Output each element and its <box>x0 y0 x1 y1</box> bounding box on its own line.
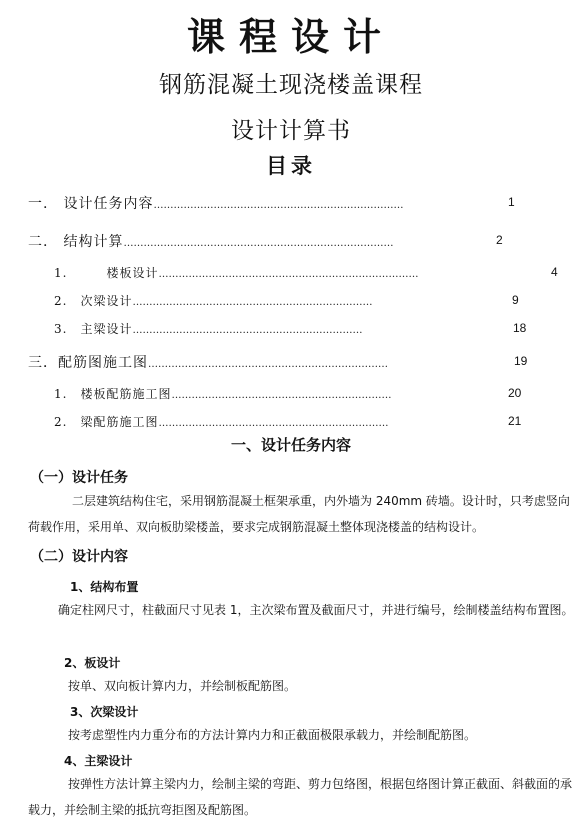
document-title: 课程设计 <box>186 14 395 59</box>
toc-entry-page: 18 <box>513 321 527 335</box>
subsection-heading: （二）设计内容 <box>30 549 128 565</box>
item-heading: 4、主梁设计 <box>64 754 133 768</box>
toc-entry[interactable] <box>28 193 403 213</box>
section-heading: 一、设计任务内容 <box>230 436 351 454</box>
toc-entry-label: 三．配筋图施工图 <box>28 355 148 371</box>
toc-entry-page: 21 <box>508 414 522 428</box>
paragraph: 确定柱网尺寸，柱截面尺寸见表 1，主次梁布置及截面尺寸，并进行编号，绘制楼盖结构布置图。 <box>58 603 574 617</box>
toc-heading: 目录 <box>266 153 316 178</box>
item-heading: 2、板设计 <box>64 656 121 670</box>
toc-entry-page: 20 <box>508 386 522 400</box>
toc-entry[interactable] <box>54 413 388 430</box>
toc-entry-page: 4 <box>551 265 558 279</box>
toc-entry[interactable] <box>54 264 418 281</box>
item-heading: 3、次梁设计 <box>70 705 139 719</box>
toc-entry-leader: …………………………………………………………………… <box>158 269 419 280</box>
toc-entry[interactable] <box>28 352 388 372</box>
paragraph: 按考虑塑性内力重分布的方法计算内力和正截面极限承载力，并绘制配筋图。 <box>68 728 477 742</box>
item-heading: 1、结构布置 <box>70 580 139 594</box>
paragraph: 按单、双向板计算内力，并绘制板配筋图。 <box>68 679 297 693</box>
toc-entry-leader: ………………………………………………………… <box>171 390 392 401</box>
paragraph: 二层建筑结构住宅，采用钢筋混凝土框架承重，内外墙为 240mm 砖墙。设计时，只考虑竖向荷载作用，采用单、双向板肋梁楼盖，要求完成钢筋混凝土整体现浇楼盖的结构设计。 <box>28 494 570 534</box>
toc-entry-leader: …………………………………………………………… <box>132 325 363 336</box>
toc-entry-label: 3. 主梁设计 <box>54 322 133 336</box>
toc-entry-label: 二. 结构计算 <box>28 234 124 250</box>
toc-entry-leader: ……………………………………………………………………… <box>123 238 394 249</box>
toc-entry[interactable] <box>54 320 362 337</box>
toc-entry-leader: ………………………………………………………………… <box>153 200 404 211</box>
toc-entry-label: 1. 楼板配筋施工图 <box>54 387 172 401</box>
document-subtitle-line1: 钢筋混凝土现浇楼盖课程 <box>159 72 423 98</box>
toc-entry-leader: …………………………………………………………… <box>158 418 389 429</box>
toc-entry[interactable] <box>54 292 372 309</box>
toc-entry-label: 一. 设计任务内容 <box>28 196 154 212</box>
toc-entry-label: 1. 楼板设计 <box>54 266 159 280</box>
paragraph: 按弹性方法计算主梁内力，绘制主梁的弯距、剪力包络图，根据包络图计算正截面、斜截面的承载力，并绘制主梁的抵抗弯拒图及配筋图。 <box>28 777 573 817</box>
toc-entry-leader: ……………………………………………………………… <box>132 297 373 308</box>
toc-entry[interactable] <box>54 385 391 402</box>
toc-entry-page: 9 <box>512 293 519 307</box>
toc-entry[interactable] <box>28 231 393 251</box>
toc-entry-page: 2 <box>496 233 503 247</box>
subsection-heading: （一）设计任务 <box>30 470 128 486</box>
toc-entry-label: 2. 次梁设计 <box>54 294 133 308</box>
toc-entry-leader: ……………………………………………………………… <box>148 359 388 370</box>
toc-entry-label: 2. 梁配筋施工图 <box>54 415 159 429</box>
toc-entry-page: 19 <box>514 354 528 368</box>
document-subtitle-line2: 设计计算书 <box>231 118 351 144</box>
toc-entry-page: 1 <box>508 195 515 209</box>
